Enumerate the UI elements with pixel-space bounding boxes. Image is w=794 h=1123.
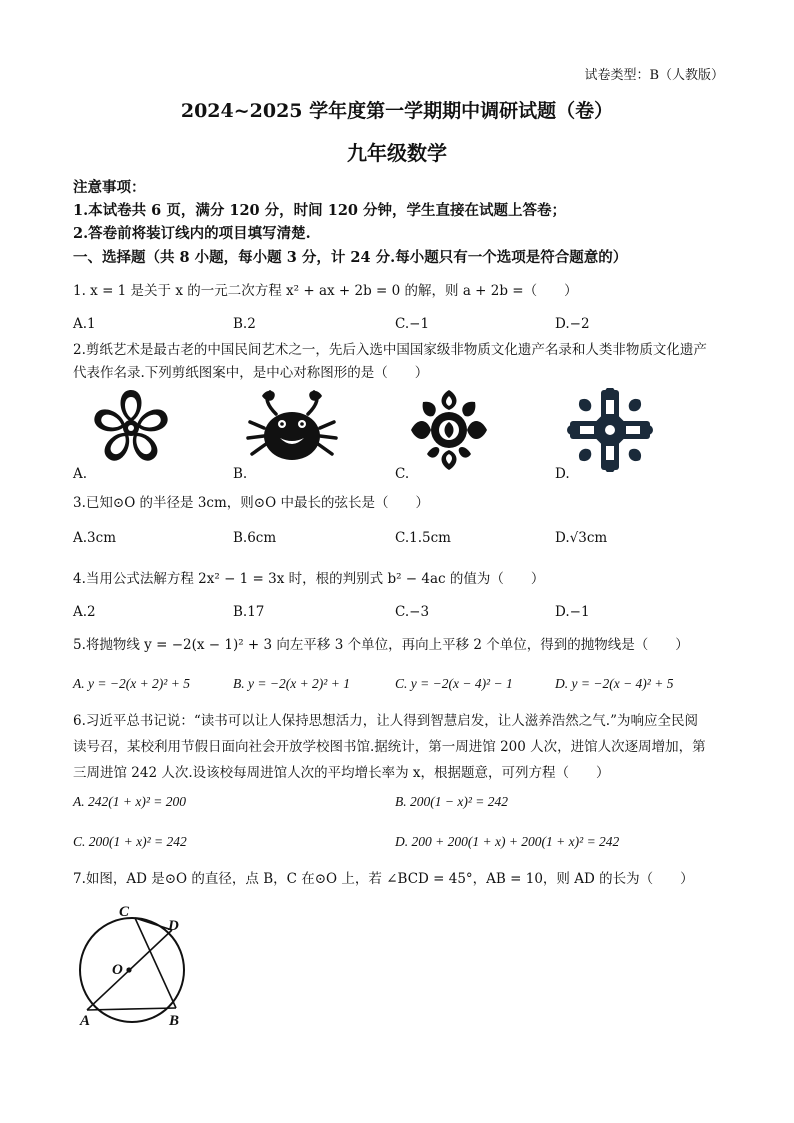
notes-heading: 注意事项： bbox=[73, 179, 146, 196]
crab-papercut-icon bbox=[244, 388, 340, 472]
question-4-options bbox=[73, 604, 733, 628]
question-6-stem-line-3: 三周进馆 242 人次.设该校每周进馆人次的平均增长率为 x，根据题意，可列方程（ ） bbox=[73, 765, 610, 781]
option-d: D. 200 + 200(1 + x) + 200(1 + x)² = 242 bbox=[395, 834, 620, 849]
option-c: C.−3 bbox=[395, 604, 430, 620]
option-d: D.−1 bbox=[555, 604, 590, 620]
question-5-options bbox=[73, 676, 733, 700]
question-7-stem: 7.如图，AD 是⊙O 的直径，点 B，C 在⊙O 上，若 ∠BCD = 45°，AB = 10，则 AD 的长为（ ） bbox=[73, 871, 694, 887]
question-3-stem: 3.已知⊙O 的半径是 3cm，则⊙O 中最长的弦长是（ ） bbox=[73, 495, 429, 511]
question-4-stem: 4.当用公式法解方程 2x² − 1 = 3x 时，根的判别式 b² − 4ac 的值为（ ） bbox=[73, 571, 545, 587]
label-d: D bbox=[168, 918, 179, 934]
option-b: B.6cm bbox=[233, 530, 277, 546]
label-b: B bbox=[169, 1013, 180, 1028]
question-2-stem-line-1: 2.剪纸艺术是最古老的中国民间艺术之一，先后入选中国国家级非物质文化遗产名录和人类非物质文化遗产 bbox=[73, 342, 707, 358]
option-c: C.−1 bbox=[395, 316, 430, 332]
question-6-options-row-1 bbox=[73, 794, 733, 818]
label-o: O bbox=[112, 962, 123, 978]
question-1-stem: 1. x = 1 是关于 x 的一元二次方程 x² + ax + 2b = 0 的解，则 a + 2b =（ ） bbox=[73, 283, 578, 299]
option-a: A. y = −2(x + 2)² + 5 bbox=[73, 676, 190, 691]
question-6-stem-line-2: 读号召，某校利用节假日面向社会开放学校图书馆.据统计，第一周进馆 200 人次，进馆人次逐周增加，第 bbox=[73, 739, 706, 755]
paper-type-label: 试卷类型：B（人教版） bbox=[584, 68, 724, 83]
exam-subtitle: 九年级数学 bbox=[347, 141, 447, 165]
flower-papercut-icon bbox=[88, 388, 174, 468]
notes-item-2: 2.答卷前将装订线内的项目填写清楚. bbox=[73, 225, 311, 242]
option-a: A. 242(1 + x)² = 200 bbox=[73, 794, 186, 809]
option-a: A.2 bbox=[73, 604, 96, 620]
circle-geometry-figure bbox=[72, 898, 196, 1028]
question-2-stem-line-2: 代表作名录.下列剪纸图案中，是中心对称图形的是（ ） bbox=[73, 365, 429, 381]
question-6-stem-line-1: 6.习近平总书记说：“读书可以让人保持思想活力，让人得到智慧启发，让人滋养浩然之气.”为响应全民阅 bbox=[73, 713, 698, 729]
option-d: D.√3cm bbox=[555, 530, 608, 546]
option-a: A.3cm bbox=[73, 530, 116, 546]
question-6-options-row-2 bbox=[73, 834, 733, 858]
option-c: C.1.5cm bbox=[395, 530, 451, 546]
section-heading: 一、选择题（共 8 小题，每小题 3 分，计 24 分.每小题只有一个选项是符合题意的） bbox=[73, 249, 628, 266]
option-c: C. 200(1 + x)² = 242 bbox=[73, 834, 187, 849]
label-a: A bbox=[80, 1013, 91, 1028]
option-b: B.2 bbox=[233, 316, 256, 332]
ornament-papercut-icon bbox=[407, 388, 491, 472]
image-label-b: B. bbox=[233, 466, 248, 482]
image-label-a: A. bbox=[73, 466, 88, 482]
option-c: C. y = −2(x − 4)² − 1 bbox=[395, 676, 513, 691]
option-a: A.1 bbox=[73, 316, 96, 332]
question-5-stem: 5.将抛物线 y = −2(x − 1)² + 3 向左平移 3 个单位，再向上平移 2 个单位，得到的抛物线是（ ） bbox=[73, 637, 689, 653]
option-d: D.−2 bbox=[555, 316, 590, 332]
option-d: D. y = −2(x − 4)² + 5 bbox=[555, 676, 674, 691]
label-c: C bbox=[119, 904, 130, 920]
option-b: B. y = −2(x + 2)² + 1 bbox=[233, 676, 350, 691]
option-b: B.17 bbox=[233, 604, 265, 620]
cross-papercut-icon bbox=[567, 388, 653, 472]
option-b: B. 200(1 − x)² = 242 bbox=[395, 794, 508, 809]
question-3-options bbox=[73, 530, 733, 554]
image-label-d: D. bbox=[555, 466, 570, 482]
notes-item-1: 1.本试卷共 6 页，满分 120 分，时间 120 分钟，学生直接在试题上答卷； bbox=[73, 202, 567, 219]
image-label-c: C. bbox=[395, 466, 410, 482]
exam-title: 2024~2025 学年度第一学期期中调研试题（卷） bbox=[180, 100, 614, 122]
